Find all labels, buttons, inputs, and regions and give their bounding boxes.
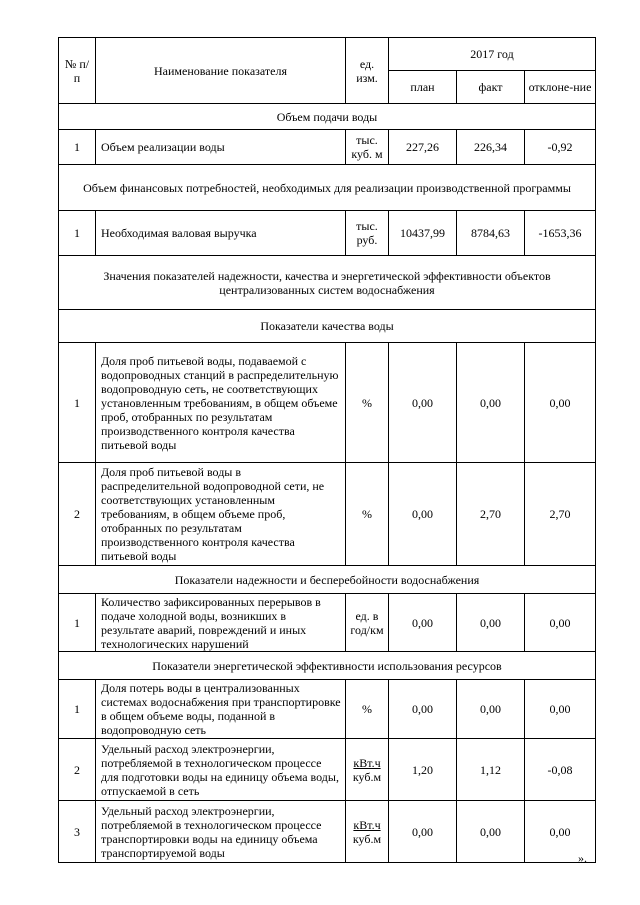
header-deviation: отклоне-ние — [525, 71, 596, 104]
row-deviation: -1653,36 — [525, 211, 596, 256]
table-row — [59, 594, 596, 652]
row-unit: ед. в год/км — [346, 594, 389, 652]
header-name: Наименование показателя — [96, 38, 346, 104]
row-deviation: 2,70 — [525, 463, 596, 566]
row-unit — [346, 739, 389, 801]
table-row — [59, 343, 596, 463]
row-unit: % — [346, 680, 389, 739]
table-row — [59, 211, 596, 256]
section-row — [59, 165, 596, 211]
section-row — [59, 310, 596, 343]
row-deviation: 0,00 — [525, 594, 596, 652]
section-row — [59, 256, 596, 310]
unit-denominator: куб.м — [352, 831, 382, 846]
row-name: Доля потерь воды в централизованных системах водоснабжения при транспортировке в общем объеме воды, поданной в водопроводную сеть — [96, 680, 346, 739]
row-fact: 0,00 — [457, 343, 525, 463]
row-num: 1 — [59, 211, 96, 256]
unit-numerator: кВт.ч — [353, 755, 381, 770]
table-row — [59, 463, 596, 566]
row-unit — [346, 801, 389, 863]
row-num: 2 — [59, 463, 96, 566]
row-fact: 0,00 — [457, 594, 525, 652]
closing-quote: ». — [578, 851, 587, 865]
row-unit: % — [346, 463, 389, 566]
row-name: Необходимая валовая выручка — [96, 211, 346, 256]
indicators-table — [58, 37, 596, 863]
section-finance: Объем финансовых потребностей, необходимых для реализации производственной программы — [59, 165, 596, 211]
section-row — [59, 566, 596, 594]
row-deviation: 0,00 — [525, 680, 596, 739]
header-unit: ед. изм. — [346, 38, 389, 104]
table-header-row — [59, 38, 596, 71]
row-num: 2 — [59, 739, 96, 801]
row-name: Количество зафиксированных перерывов в подаче холодной воды, возникших в результате аварий, повреждений и иных технологических нарушений — [96, 594, 346, 652]
row-fact: 8784,63 — [457, 211, 525, 256]
row-plan: 1,20 — [389, 739, 457, 801]
row-deviation: 0,00 — [525, 801, 596, 863]
header-num: № п/п — [59, 38, 96, 104]
row-plan: 0,00 — [389, 801, 457, 863]
row-unit: тыс. руб. — [346, 211, 389, 256]
header-fact: факт — [457, 71, 525, 104]
row-num: 3 — [59, 801, 96, 863]
row-name: Удельный расход электроэнергии, потребляемой в технологическом процессе транспортировки воды на единицу объема транспортируемой воды — [96, 801, 346, 863]
row-plan: 10437,99 — [389, 211, 457, 256]
table-row — [59, 801, 596, 863]
section-supply: Объем подачи воды — [59, 104, 596, 130]
table-row — [59, 130, 596, 165]
row-plan: 0,00 — [389, 594, 457, 652]
row-fact: 2,70 — [457, 463, 525, 566]
row-fact: 0,00 — [457, 801, 525, 863]
row-name: Доля проб питьевой воды, подаваемой с водопроводных станций в распределительную водопроводную сеть, не соответствующих установленным требованиям, в общем объеме проб, отобранных по результатам производственного контроля качества питьевой воды — [96, 343, 346, 463]
row-plan: 0,00 — [389, 463, 457, 566]
row-deviation: -0,92 — [525, 130, 596, 165]
row-num: 1 — [59, 343, 96, 463]
section-energy: Показатели энергетической эффективности использования ресурсов — [59, 652, 596, 680]
header-year: 2017 год — [389, 38, 596, 71]
section-quality: Показатели качества воды — [59, 310, 596, 343]
row-plan: 227,26 — [389, 130, 457, 165]
row-num: 1 — [59, 130, 96, 165]
row-deviation: 0,00 — [525, 343, 596, 463]
unit-numerator: кВт.ч — [353, 817, 381, 832]
table-row — [59, 739, 596, 801]
row-name: Объем реализации воды — [96, 130, 346, 165]
row-plan: 0,00 — [389, 680, 457, 739]
row-num: 1 — [59, 594, 96, 652]
section-row — [59, 104, 596, 130]
row-name: Доля проб питьевой воды в распределительной водопроводной сети, не соответствующих установленным требованиям, в общем объеме проб, отобранных по результатам производственного контроля качества питьевой воды — [96, 463, 346, 566]
unit-denominator: куб.м — [352, 769, 382, 784]
row-deviation: -0,08 — [525, 739, 596, 801]
row-name: Удельный расход электроэнергии, потребляемой в технологическом процессе для подготовки воды на единицу объема воды, отпускаемой в сеть — [96, 739, 346, 801]
row-fact: 1,12 — [457, 739, 525, 801]
table-row — [59, 680, 596, 739]
row-num: 1 — [59, 680, 96, 739]
section-reliability: Показатели надежности и бесперебойности водоснабжения — [59, 566, 596, 594]
section-row — [59, 652, 596, 680]
section-reliability-intro: Значения показателей надежности, качества и энергетической эффективности объектов централизованных систем водоснабжения — [59, 256, 596, 310]
row-unit: % — [346, 343, 389, 463]
row-plan: 0,00 — [389, 343, 457, 463]
row-unit: тыс. куб. м — [346, 130, 389, 165]
row-fact: 226,34 — [457, 130, 525, 165]
row-fact: 0,00 — [457, 680, 525, 739]
header-plan: план — [389, 71, 457, 104]
